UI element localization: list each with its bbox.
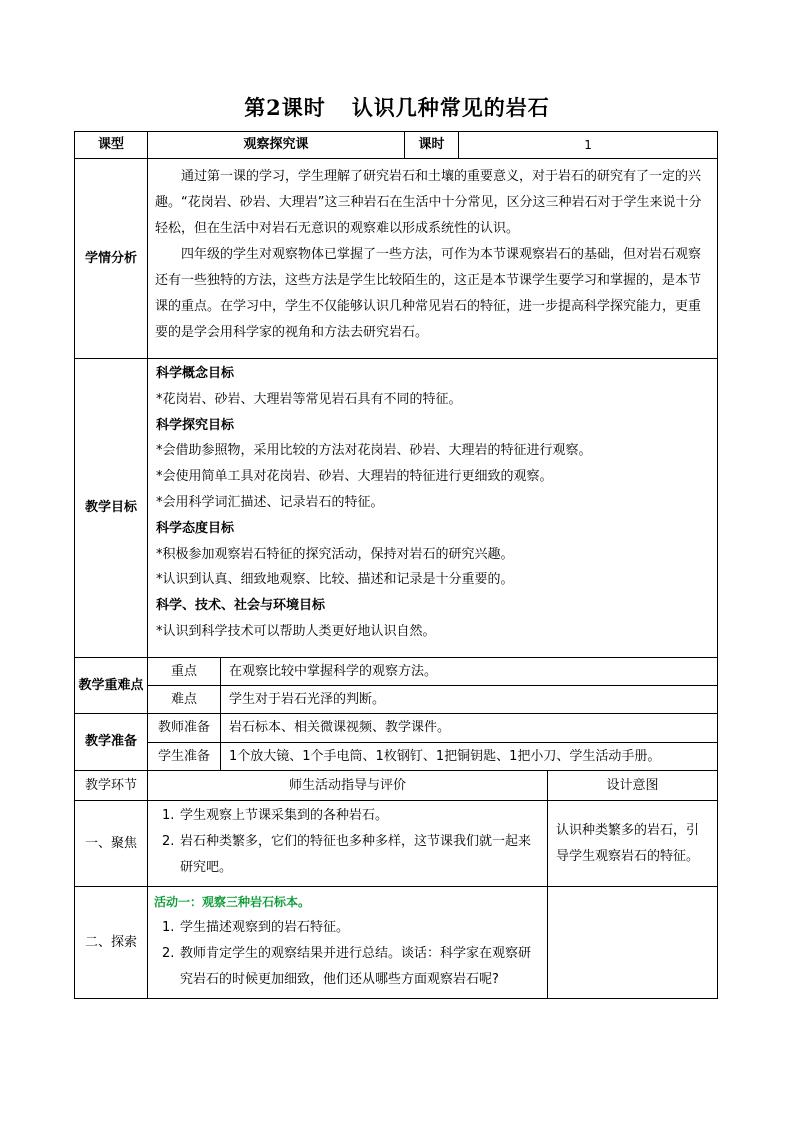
teaching-goals-content	[148, 359, 718, 658]
stage-focus-row	[75, 801, 718, 887]
goal-item: *会使用简单工具对花岗岩、砂岩、大理岩的特征进行更细致的观察。	[156, 469, 553, 485]
key-difficulty-label: 教学重难点	[75, 658, 148, 714]
learning-analysis-content	[148, 159, 718, 359]
key-point-label: 重点	[148, 658, 221, 686]
goal-item: *认识到认真、细致地观察、比较、描述和记录是十分重要的。	[156, 572, 514, 588]
key-point-row	[75, 658, 718, 686]
list-item: 1. 学生观察上节课采集到的各种岩石。	[162, 808, 389, 823]
process-header-row	[75, 771, 718, 801]
teaching-goals-label: 教学目标	[75, 359, 148, 658]
stage-explore-intent	[548, 887, 718, 999]
activity-title: 活动一：观察三种岩石标本。	[154, 895, 311, 909]
stage-explore-label: 二、探索	[75, 887, 148, 999]
goal-heading: 科学概念目标	[156, 366, 235, 381]
goal-item: *会用科学词汇描述、记录岩石的特征。	[156, 494, 384, 510]
difficulty-text: 学生对于岩石光泽的判断。	[221, 686, 718, 714]
stage-explore-row	[75, 887, 718, 999]
goal-item: *认识到科学技术可以帮助人类更好地认识自然。	[156, 623, 436, 639]
analysis-paragraph: 四年级的学生对观察物体已掌握了一些方法，可作为本节课观察岩石的基础，但对岩石观察还有一些独特的方法，这些方法是学生比较陌生的，这正是本节课学生要学习和掌握的，是本节课的重点。在学习中，学生不仅能够认识几种常见岩石的特征，进一步提高科学探究能力，更重要的是学会用科学家的视角和方法去研究岩石。	[155, 247, 702, 340]
guide-header: 师生活动指导与评价	[148, 771, 548, 801]
stage-focus-label: 一、聚焦	[75, 801, 148, 887]
list-item: 1. 学生描述观察到的岩石特征。	[162, 920, 350, 935]
stage-focus-intent: 认识种类繁多的岩石，引导学生观察岩石的特征。	[548, 801, 718, 887]
learning-analysis-row	[75, 159, 718, 359]
course-type-row	[75, 132, 718, 159]
goal-heading: 科学探究目标	[156, 417, 235, 433]
difficulty-label: 难点	[148, 686, 221, 714]
analysis-paragraph: 通过第一课的学习，学生理解了研究岩石和土壤的重要意义，对于岩石的研究有了一定的兴趣。“花岗岩、砂岩、大理岩”这三种岩石在生活中十分常见，区分这三种岩石对于学生来说十分轻松，但在生活中对岩石无意识的观察难以形成系统性的认识。	[155, 169, 702, 236]
preparation-label: 教学准备	[75, 714, 148, 771]
intent-header: 设计意图	[548, 771, 718, 801]
course-type-label: 课型	[75, 132, 148, 159]
lesson-plan-table	[74, 131, 718, 999]
student-prep-row	[75, 743, 718, 771]
list-item: 2. 教师肯定学生的观察结果并进行总结。谈话：科学家在观察研究岩石的时候更加细致，他们还从哪些方面观察岩石呢?	[162, 946, 532, 987]
class-hours-label: 课时	[405, 132, 459, 159]
teacher-prep-label: 教师准备	[148, 714, 221, 743]
teaching-goals-row	[75, 359, 718, 658]
goal-item: *积极参加观察岩石特征的探究活动，保持对岩石的研究兴趣。	[156, 546, 514, 562]
page-title	[0, 92, 794, 122]
goal-heading: 科学、技术、社会与环境目标	[156, 598, 326, 614]
learning-analysis-label: 学情分析	[75, 159, 148, 359]
teacher-prep-text: 岩石标本、相关微课视频、教学课件。	[221, 714, 718, 743]
student-prep-label: 学生准备	[148, 743, 221, 771]
goal-item: *花岗岩、砂岩、大理岩等常见岩石具有不同的特征。	[156, 391, 462, 407]
goal-item: *会借助参照物，采用比较的方法对花岗岩、砂岩、大理岩的特征进行观察。	[156, 443, 592, 459]
list-item: 2. 岩石种类繁多，它们的特征也多种多样，这节课我们就一起来研究吧。	[162, 834, 532, 875]
goal-heading: 科学态度目标	[156, 520, 235, 536]
stage-explore-content	[148, 887, 548, 999]
lesson-name: 认识几种常见的岩石	[351, 95, 550, 120]
class-hours-value: 1	[459, 132, 718, 159]
lesson-number: 第2课时	[244, 95, 326, 120]
student-prep-text: 1个放大镜、1个手电筒、1枚钢钉、1把铜钥匙、1把小刀、学生活动手册。	[221, 743, 718, 771]
stage-header: 教学环节	[75, 771, 148, 801]
key-point-text: 在观察比较中掌握科学的观察方法。	[221, 658, 718, 686]
teacher-prep-row	[75, 714, 718, 743]
stage-focus-content	[148, 801, 548, 887]
course-type-value: 观察探究课	[148, 132, 405, 159]
difficulty-row	[75, 686, 718, 714]
